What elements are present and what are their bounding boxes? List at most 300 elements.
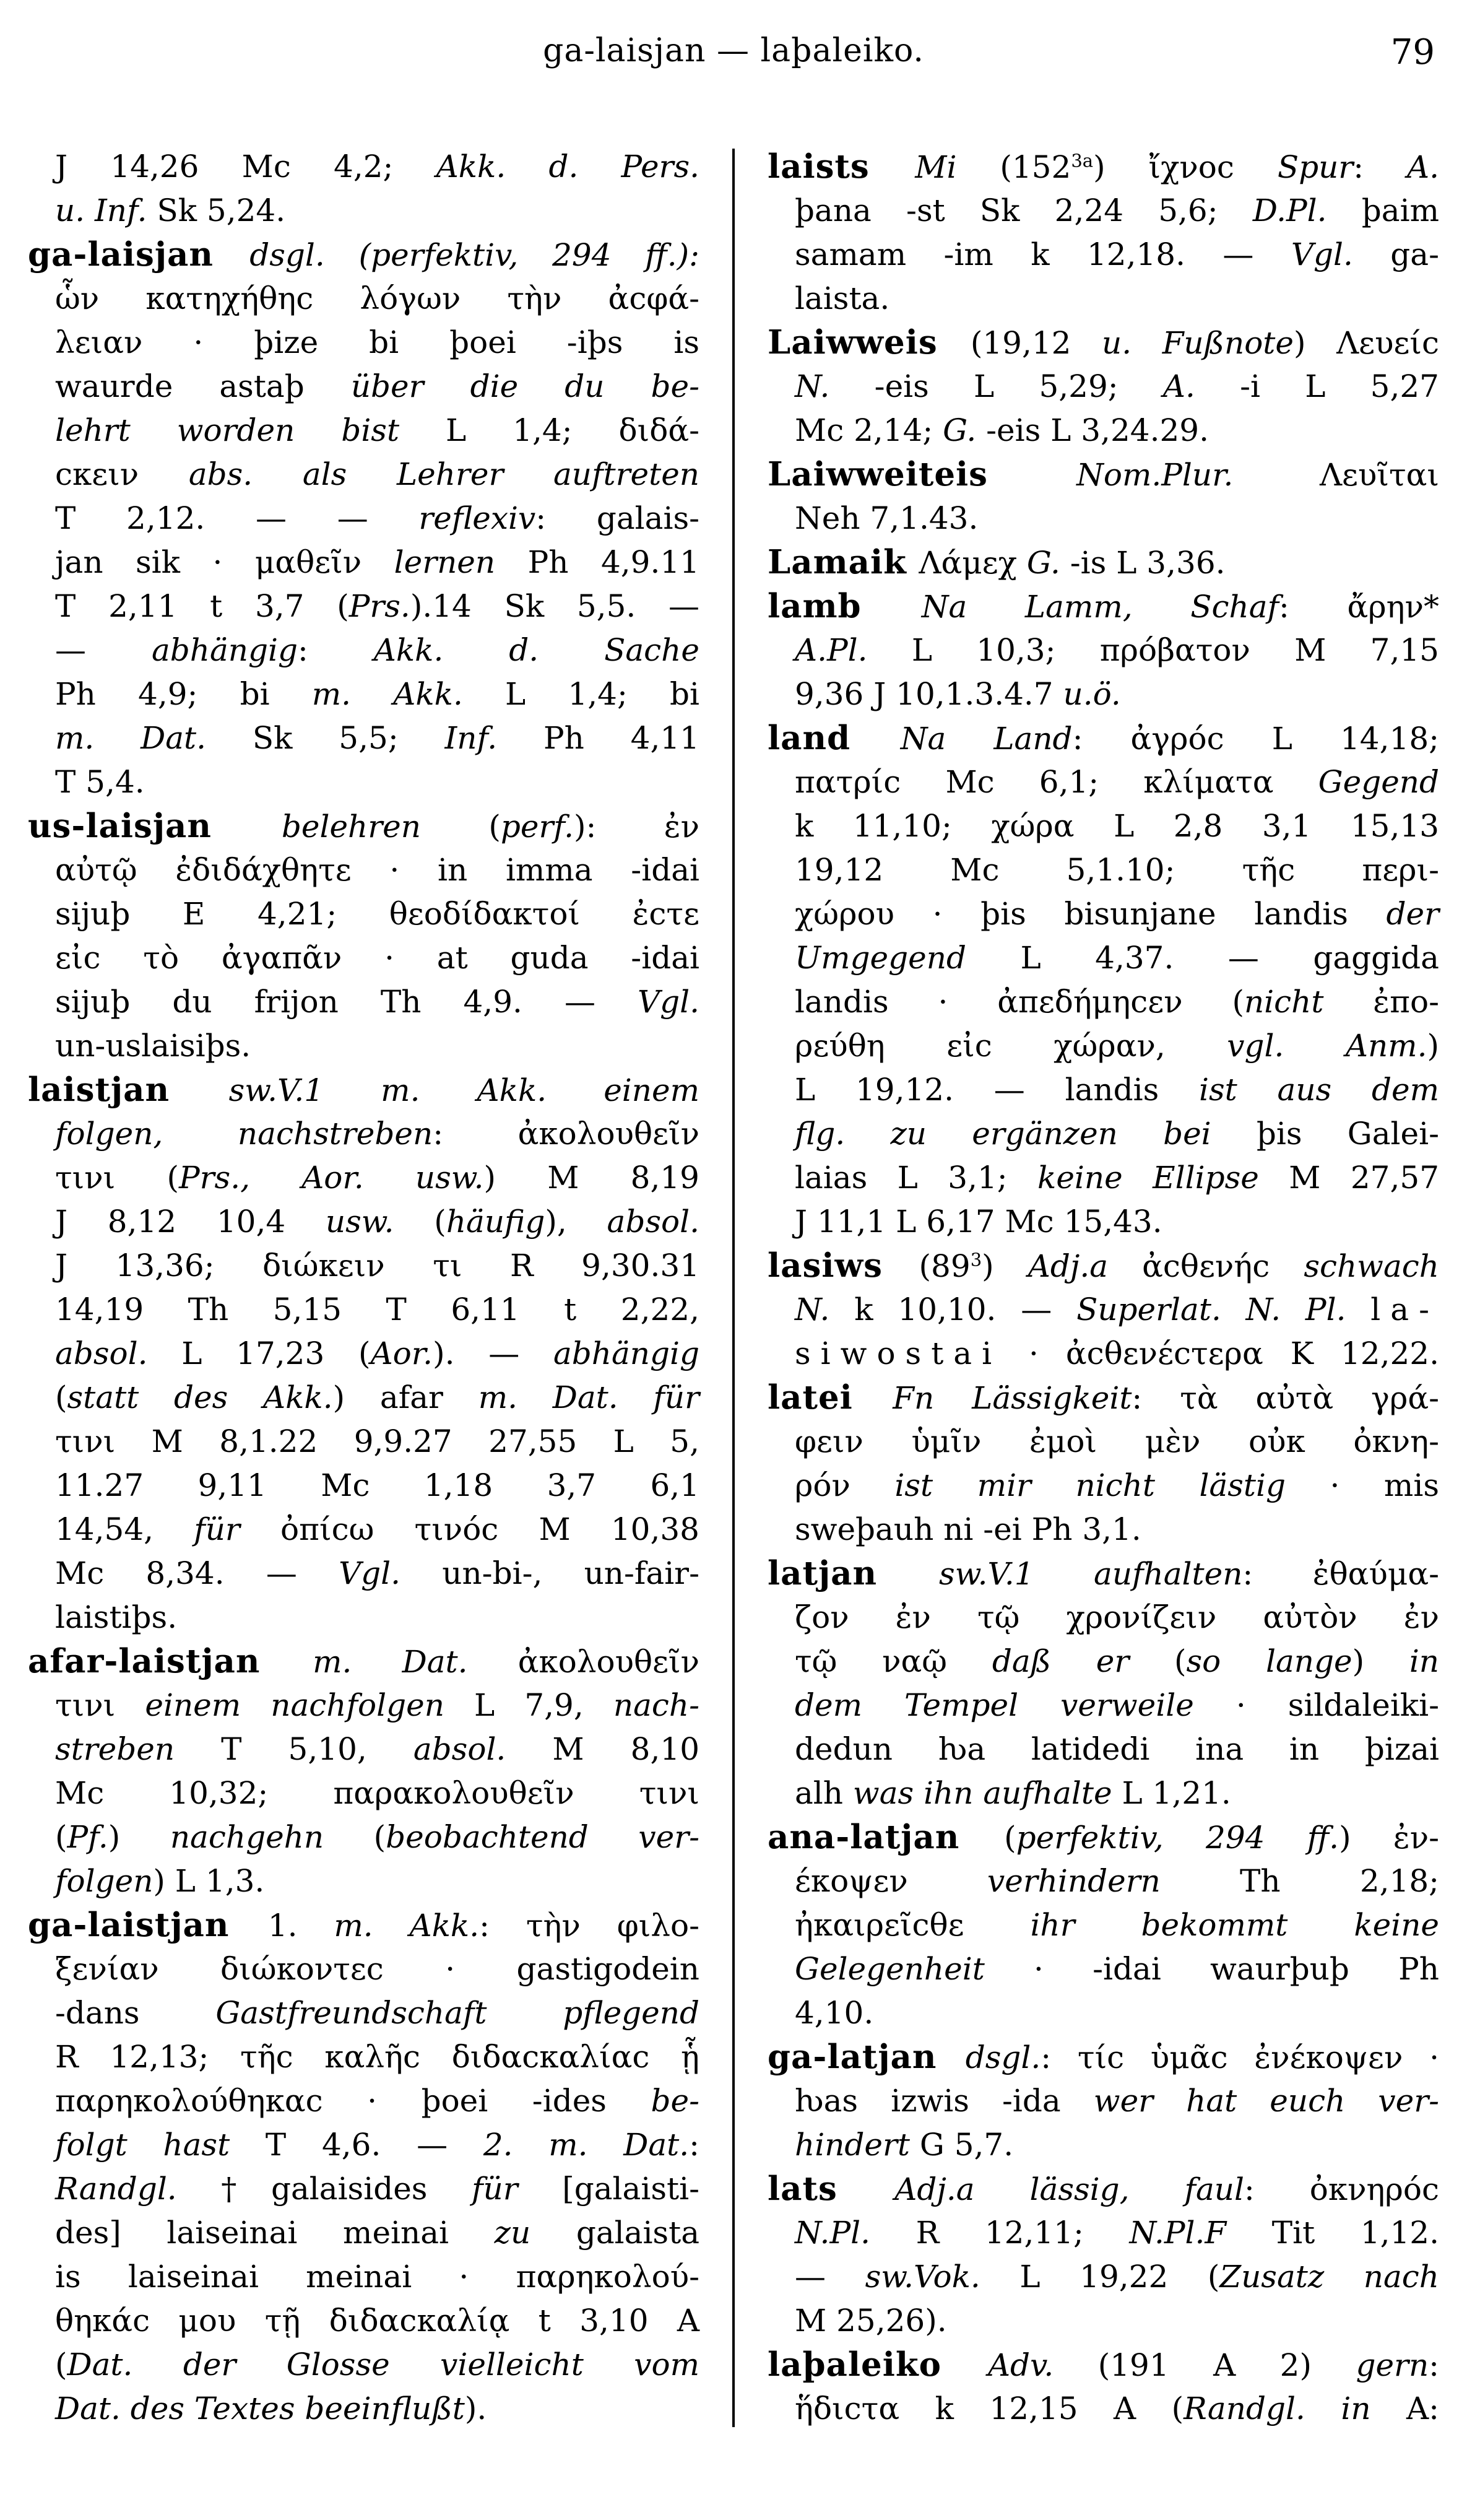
text-run: un-uslaisiþs. xyxy=(55,1028,251,1064)
text-run: [galaisti- xyxy=(562,2171,699,2207)
greek-text: ἀγρόϲ xyxy=(1130,721,1272,757)
text-line xyxy=(768,1640,1439,1684)
text-run: ): xyxy=(574,809,664,845)
text-line xyxy=(768,1024,1439,1068)
text-run: : xyxy=(479,1908,526,1944)
text-run: ) xyxy=(1352,1643,1409,1679)
text-run: 3 xyxy=(970,1249,982,1271)
text-run: Gegend xyxy=(1318,764,1439,800)
text-line xyxy=(768,2211,1439,2255)
text-run: · xyxy=(1002,1336,1066,1371)
text-line xyxy=(28,453,699,497)
text-run: absol. xyxy=(413,1731,553,1767)
text-run: · mis xyxy=(1286,1467,1439,1503)
text-line xyxy=(768,2387,1439,2431)
entry-headword-line xyxy=(768,1244,1439,1288)
text-line xyxy=(28,189,699,233)
headword: latei xyxy=(768,1378,893,1417)
greek-text: μαθεῖν xyxy=(254,544,394,580)
greek-text: κλίματα xyxy=(1143,764,1318,800)
text-run: vgl. Anm. xyxy=(1227,1028,1427,1064)
greek-text: έκοψεν xyxy=(795,1863,987,1899)
headword: laistjan xyxy=(28,1071,229,1109)
greek-text: ὧν κατηχήθηϲ λόγων τὴν ἀϲφά- xyxy=(55,280,699,316)
text-run: þaim xyxy=(1361,193,1439,228)
text-run: Na Land xyxy=(900,721,1073,757)
text-run: Sk 5,24. xyxy=(157,193,286,228)
text-run: folgen, nachstreben xyxy=(55,1116,433,1152)
text-run: J 13,36; xyxy=(55,1248,263,1284)
text-run: flg. zu ergänzen bei xyxy=(795,1116,1257,1152)
text-run: Vgl. xyxy=(638,984,699,1020)
text-run: Fn Lässigkeit xyxy=(893,1380,1132,1416)
greek-text: ρεύθη εἰϲ χώραν, xyxy=(795,1028,1227,1064)
entry-headword-line xyxy=(768,541,1439,584)
text-run: T 5,4. xyxy=(55,764,145,800)
text-run: · in imma -idai xyxy=(351,852,699,888)
greek-text: ζον ἐν τῷ χρονίζειν αὐτὸν ἐν xyxy=(795,1599,1439,1635)
text-run: : galais- xyxy=(535,500,699,536)
text-line xyxy=(28,145,699,189)
text-run: Ph 4,9.11 xyxy=(527,544,699,580)
text-run: 2. m. Dat. xyxy=(483,2127,690,2163)
text-run: Na Lamm, Schaf xyxy=(921,589,1279,625)
text-run: þis Galei- xyxy=(1256,1116,1439,1152)
text-run: belehren xyxy=(281,809,489,845)
text-run: usw. xyxy=(325,1204,435,1240)
text-line xyxy=(28,716,699,760)
text-line xyxy=(768,1991,1439,2035)
text-columns xyxy=(0,145,1467,2431)
text-line xyxy=(768,936,1439,980)
text-run: : xyxy=(297,632,374,668)
text-line xyxy=(768,848,1439,892)
text-run: landis · xyxy=(795,984,998,1020)
entry-headword-line xyxy=(768,145,1439,189)
text-run: · þoei -ides xyxy=(322,2083,651,2119)
entry-headword-line xyxy=(768,453,1439,497)
text-run: gern xyxy=(1356,2347,1429,2383)
headword: Laiwweiteis xyxy=(768,455,1077,493)
greek-text: ἐν xyxy=(664,809,700,845)
text-run: lernen xyxy=(394,544,528,580)
text-run: M 7,15 xyxy=(1294,632,1439,668)
text-line xyxy=(768,1859,1439,1903)
greek-text: ξενίαν διώκοντεϲ xyxy=(55,1951,384,1987)
text-run: -eis L 5,29; xyxy=(874,368,1163,404)
text-line xyxy=(768,2255,1439,2299)
text-line xyxy=(28,1596,699,1640)
text-run: m. Akk. xyxy=(311,676,506,712)
greek-text: ἐθαύμα- xyxy=(1312,1556,1439,1592)
text-line xyxy=(28,365,699,409)
text-run: : xyxy=(1279,589,1348,625)
text-run: Akk. d. Sache xyxy=(373,632,699,668)
running-title: ga-laisjan — laþaleiko. xyxy=(543,32,924,69)
entry-headword-line xyxy=(768,584,1439,628)
text-run: L 1,4; bi xyxy=(505,676,699,712)
text-run: N.Pl.F xyxy=(1129,2215,1272,2251)
text-run: (19,12 xyxy=(970,325,1102,361)
text-run: 9,36 J 10,1.3.4.7 xyxy=(795,676,1063,712)
text-run: · sildaleiki- xyxy=(1193,1687,1439,1723)
text-run: zu xyxy=(494,2215,576,2251)
text-run: A. xyxy=(1406,149,1439,185)
greek-text: τῷ ναῷ xyxy=(795,1643,992,1679)
text-run: Pf. xyxy=(67,1819,108,1855)
text-run: L 17,23 ( xyxy=(181,1336,371,1371)
text-line xyxy=(28,1508,699,1552)
greek-text: ἥδιϲτα xyxy=(795,2391,935,2427)
entry-headword-line xyxy=(768,1815,1439,1859)
text-run: Ph 4,9; bi xyxy=(55,676,312,712)
text-run: keine Ellipse xyxy=(1037,1160,1289,1196)
text-run: ), xyxy=(545,1204,607,1240)
headword: lats xyxy=(768,2170,895,2208)
entry-headword-line xyxy=(768,2167,1439,2211)
text-line xyxy=(28,1684,699,1727)
text-run: Vgl. xyxy=(339,1555,443,1591)
text-run: ) xyxy=(1093,149,1149,185)
text-run: Dat. der Glosse vielleicht vom xyxy=(67,2347,699,2383)
greek-text: παρακολουθεῖν τινι xyxy=(333,1775,699,1811)
text-run: sw.Vok. xyxy=(865,2259,1020,2295)
text-run: is laiseinai meinai · xyxy=(55,2259,516,2295)
text-line xyxy=(28,409,699,453)
text-line xyxy=(28,497,699,541)
text-run: ƕas izwis -ida xyxy=(795,2083,1094,2119)
text-run: statt des Akk. xyxy=(67,1379,333,1415)
text-line xyxy=(28,2387,699,2431)
page-number: 79 xyxy=(1390,32,1435,72)
greek-text: Λάμεχ xyxy=(919,545,1027,581)
text-run: L 4,37. — gaggida xyxy=(1020,940,1439,976)
text-line xyxy=(28,321,699,365)
column-divider xyxy=(732,149,735,2427)
text-run: m. Dat. xyxy=(313,1644,518,1680)
text-line xyxy=(768,1068,1439,1112)
text-run: Prs. xyxy=(348,588,410,624)
text-run: -is L 3,36. xyxy=(1070,545,1226,581)
text-run: be- xyxy=(651,2083,699,2119)
text-run: folgen xyxy=(55,1863,154,1899)
headword: Laiwweis xyxy=(768,323,971,362)
text-run: so lange xyxy=(1186,1643,1352,1679)
text-line xyxy=(28,1771,699,1815)
text-run: N.Pl. xyxy=(795,2215,916,2251)
text-run: über die du be- xyxy=(350,368,699,404)
text-run: ) xyxy=(1427,1028,1439,1064)
text-run: M 10,38 xyxy=(539,1511,699,1547)
text-run: beobachtend ver- xyxy=(386,1819,699,1855)
text-run: : xyxy=(689,2127,699,2163)
text-run: ) xyxy=(1339,1820,1393,1856)
text-run: ( xyxy=(1004,1820,1016,1856)
text-run: G 5,7. xyxy=(919,2127,1014,2163)
greek-text: τινι xyxy=(55,1160,167,1196)
text-run: ). xyxy=(464,2391,487,2427)
text-run: la- xyxy=(1370,1292,1439,1327)
text-run: ihr bekommt keine xyxy=(1030,1907,1439,1943)
text-run: des] laiseinai meinai xyxy=(55,2215,495,2251)
text-run: (191 A 2) xyxy=(1097,2347,1356,2383)
text-run: A: xyxy=(1406,2391,1439,2427)
text-line xyxy=(28,1947,699,1991)
text-run: Dat. des Textes beeinflußt xyxy=(55,2391,465,2427)
text-run: t 3,10 A xyxy=(538,2303,699,2339)
text-line xyxy=(768,277,1439,321)
text-line xyxy=(28,2079,699,2123)
headword: afar-laistjan xyxy=(28,1642,313,1680)
greek-text: πρόβατον xyxy=(1099,632,1295,668)
text-line xyxy=(768,365,1439,409)
text-line xyxy=(28,936,699,980)
text-run: K 12,22. xyxy=(1290,1336,1439,1371)
greek-text: εἰϲ τὸ ἀγαπᾶν xyxy=(55,940,342,976)
text-line xyxy=(768,760,1439,804)
text-run: Adv. xyxy=(987,2347,1098,2383)
dictionary-column-left xyxy=(28,145,699,2431)
text-run: Spur xyxy=(1277,149,1354,185)
text-run: nicht xyxy=(1244,984,1374,1020)
text-line xyxy=(28,672,699,716)
text-run: M 27,57 xyxy=(1289,1160,1440,1196)
text-line xyxy=(768,2079,1439,2123)
text-run: Mc 10,32; xyxy=(55,1775,334,1811)
headword: ga-latjan xyxy=(768,2038,966,2076)
text-line xyxy=(768,804,1439,848)
greek-text: ἐπο- xyxy=(1373,984,1439,1020)
text-line xyxy=(28,277,699,321)
text-line xyxy=(28,1024,699,1068)
dictionary-column-right xyxy=(768,145,1439,2431)
text-run: -dans xyxy=(55,1995,216,2031)
text-run: absol. xyxy=(55,1336,182,1371)
text-run: ( xyxy=(55,2347,67,2383)
greek-text: παρηκολούθηκαϲ xyxy=(55,2083,323,2119)
text-run: 3a xyxy=(1071,150,1094,172)
text-run: : xyxy=(433,1116,518,1152)
entry-headword-line xyxy=(28,1068,699,1112)
text-run: reflexiv xyxy=(418,500,536,536)
text-run: ( xyxy=(1232,984,1244,1020)
greek-text: τινι xyxy=(55,1687,145,1723)
text-line xyxy=(28,541,699,584)
greek-text: τίϲ ὑμᾶϲ ἐνέκοψεν xyxy=(1077,2040,1403,2075)
text-run: R 9,30.31 xyxy=(510,1248,700,1284)
text-run: samam -im k 12,18. — xyxy=(795,237,1291,272)
text-run: · xyxy=(1403,2040,1439,2075)
greek-text: ρόν xyxy=(795,1467,895,1503)
text-run: T 5,10, xyxy=(221,1731,413,1767)
text-run: Adj.a xyxy=(1028,1248,1143,1284)
text-run: 19,12 Mc 5,1.10; xyxy=(795,852,1242,888)
greek-text: διώκειν τι xyxy=(262,1248,510,1284)
text-line xyxy=(28,2343,699,2387)
text-run: perfektiv, 294 ff. xyxy=(1016,1820,1339,1856)
text-line xyxy=(768,1947,1439,1991)
text-line xyxy=(28,2211,699,2255)
text-run: Th 2,18; xyxy=(1240,1863,1439,1899)
text-line xyxy=(768,189,1439,233)
greek-text: ϲκειν xyxy=(55,456,189,492)
text-run: ist mir nicht lästig xyxy=(894,1467,1286,1503)
greek-text: διδά- xyxy=(618,412,699,448)
text-line xyxy=(28,1420,699,1464)
text-run: häufig xyxy=(446,1204,545,1240)
greek-text: χώρα xyxy=(991,808,1114,844)
greek-text: ἄρην xyxy=(1347,589,1424,625)
text-run: · at guda -idai xyxy=(342,940,700,976)
text-line xyxy=(28,1332,699,1376)
text-run: þana -st Sk 2,24 5,6; xyxy=(795,193,1253,228)
text-run: laista. xyxy=(795,280,890,316)
text-run: Vgl. xyxy=(1291,237,1391,272)
text-line xyxy=(28,1288,699,1332)
text-run: Inf. xyxy=(444,720,543,756)
text-run: abhängig xyxy=(151,632,298,668)
greek-text: πατρίϲ xyxy=(795,764,946,800)
text-line xyxy=(768,672,1439,716)
text-run: ).14 Sk 5,5. — xyxy=(410,588,699,624)
text-run: Adj.a lässig, faul xyxy=(894,2171,1244,2207)
text-run: dsgl. (perfektiv, 294 ff.): xyxy=(249,237,699,273)
text-run: k 12,15 A ( xyxy=(935,2391,1184,2427)
text-run: Ph 4,11 xyxy=(543,720,699,756)
text-run: — xyxy=(454,1336,553,1371)
text-run: sweþauh ni -ei Ph 3,1. xyxy=(795,1511,1141,1547)
text-run: ) L 1,3. xyxy=(153,1863,265,1899)
greek-text: ἴχνοϲ xyxy=(1148,149,1278,185)
text-run: G. xyxy=(1026,545,1070,581)
text-run: sw.V.1 m. Akk. einem xyxy=(228,1072,699,1108)
text-run: alh xyxy=(795,1775,853,1811)
text-run: 1. xyxy=(267,1908,334,1944)
text-line xyxy=(768,980,1439,1024)
text-line xyxy=(28,628,699,672)
text-run: G. xyxy=(943,412,987,448)
text-run: Neh 7,1.43. xyxy=(795,500,979,536)
text-line xyxy=(28,1727,699,1771)
text-run: streben xyxy=(55,1731,222,1767)
text-run: absol. xyxy=(607,1204,700,1240)
text-run: R 12,13; xyxy=(55,2039,241,2075)
text-run: Gelegenheit xyxy=(795,1951,985,1987)
headword: lamb xyxy=(768,587,922,625)
text-line xyxy=(768,409,1439,453)
text-line xyxy=(768,892,1439,936)
text-run: N. xyxy=(795,368,875,404)
text-line xyxy=(768,1200,1439,1244)
text-run: T 4,6. — xyxy=(265,2127,483,2163)
headword: ana-latjan xyxy=(768,1818,1005,1856)
text-run: R 12,11; xyxy=(915,2215,1130,2251)
greek-text: θηκάϲ μου τῇ διδαϲκαλίᾳ xyxy=(55,2303,539,2339)
text-run: ( xyxy=(55,1379,67,1415)
text-line xyxy=(768,1727,1439,1771)
headword: laþaleiko xyxy=(768,2345,988,2384)
text-run: der xyxy=(1386,896,1439,932)
text-run: — xyxy=(795,2259,865,2295)
text-run: †galaisides xyxy=(221,2171,472,2207)
text-line xyxy=(28,2255,699,2299)
text-run: ( xyxy=(373,1819,386,1855)
text-line xyxy=(768,1332,1439,1376)
text-run: hindert xyxy=(795,2127,920,2163)
text-line xyxy=(28,1200,699,1244)
greek-text: ἠκαιρεῖϲθε xyxy=(795,1907,1031,1943)
text-run: ) M 8,19 xyxy=(483,1160,699,1196)
text-run: ( xyxy=(434,1204,446,1240)
text-run: · þis bisunjane landis xyxy=(894,896,1387,932)
text-line xyxy=(768,1156,1439,1200)
text-run: Prs., Aor. usw. xyxy=(179,1160,484,1196)
text-run: siwostai xyxy=(795,1336,1002,1371)
text-run: · gastigodein xyxy=(383,1951,699,1987)
text-line xyxy=(28,2035,699,2079)
text-run: L 7,9, xyxy=(474,1687,613,1723)
text-line xyxy=(28,1859,699,1903)
text-run: · þize bi þoei -iþs is xyxy=(142,324,699,360)
text-run: 11.27 9,11 Mc 1,18 3,7 6,1 xyxy=(55,1467,699,1503)
text-run: m. Dat. xyxy=(55,720,253,756)
text-run: folgt hast xyxy=(55,2127,266,2163)
text-run: ist aus dem xyxy=(1199,1072,1439,1108)
text-line xyxy=(28,584,699,628)
text-run: lehrt worden bist xyxy=(55,412,446,448)
text-run: einem nachfolgen xyxy=(145,1687,475,1723)
text-line xyxy=(768,1420,1439,1464)
greek-text: φειν ὑμῖν ἐμοὶ μὲν οὐκ ὀκνη- xyxy=(795,1423,1439,1459)
greek-text: θεοδίδακτοί ἐϲτε xyxy=(389,896,699,932)
text-run: wer hat euch ver- xyxy=(1093,2083,1439,2119)
text-run: J 11,1 L 6,17 Mc 15,43. xyxy=(795,1204,1162,1240)
text-run: Aor. xyxy=(370,1336,433,1371)
text-run: Nom.Plur. xyxy=(1076,457,1320,493)
text-run: laias L 3,1; xyxy=(795,1160,1038,1196)
greek-text: ὀκνηρόϲ xyxy=(1309,2171,1439,2207)
text-run: nachgehn xyxy=(170,1819,374,1855)
text-line xyxy=(28,2123,699,2167)
text-line xyxy=(28,1815,699,1859)
greek-text: ἀκολουθεῖν xyxy=(517,1644,699,1680)
text-line xyxy=(768,2299,1439,2343)
text-run: Mc 8,34. — xyxy=(55,1555,339,1591)
text-run: Umgegend xyxy=(795,940,1021,976)
text-run: ). xyxy=(433,1336,455,1371)
text-line xyxy=(768,497,1439,541)
greek-text: ἀϲθενέϲτερα xyxy=(1065,1336,1291,1371)
entry-headword-line xyxy=(28,1903,699,1947)
headword: land xyxy=(768,719,901,757)
entry-headword-line xyxy=(28,233,699,277)
entry-headword-line xyxy=(768,2343,1439,2387)
entry-headword-line xyxy=(768,1552,1439,1596)
text-run: verhindern xyxy=(987,1863,1240,1899)
headword: Lamaik xyxy=(768,543,919,581)
text-run: Mc 6,1; xyxy=(945,764,1144,800)
text-run: J 8,12 10,4 xyxy=(55,1204,326,1240)
entry-headword-line xyxy=(28,1640,699,1684)
text-run: was ihn aufhalte xyxy=(852,1775,1122,1811)
text-run: ( xyxy=(167,1160,179,1196)
text-run: abhängig xyxy=(553,1336,700,1371)
text-run: * xyxy=(1423,589,1439,625)
text-run: sijuþ E 4,21; xyxy=(55,896,389,932)
text-run: u. Fußnote xyxy=(1102,325,1294,361)
text-line xyxy=(28,1464,699,1508)
text-run: 14,54, xyxy=(55,1511,194,1547)
